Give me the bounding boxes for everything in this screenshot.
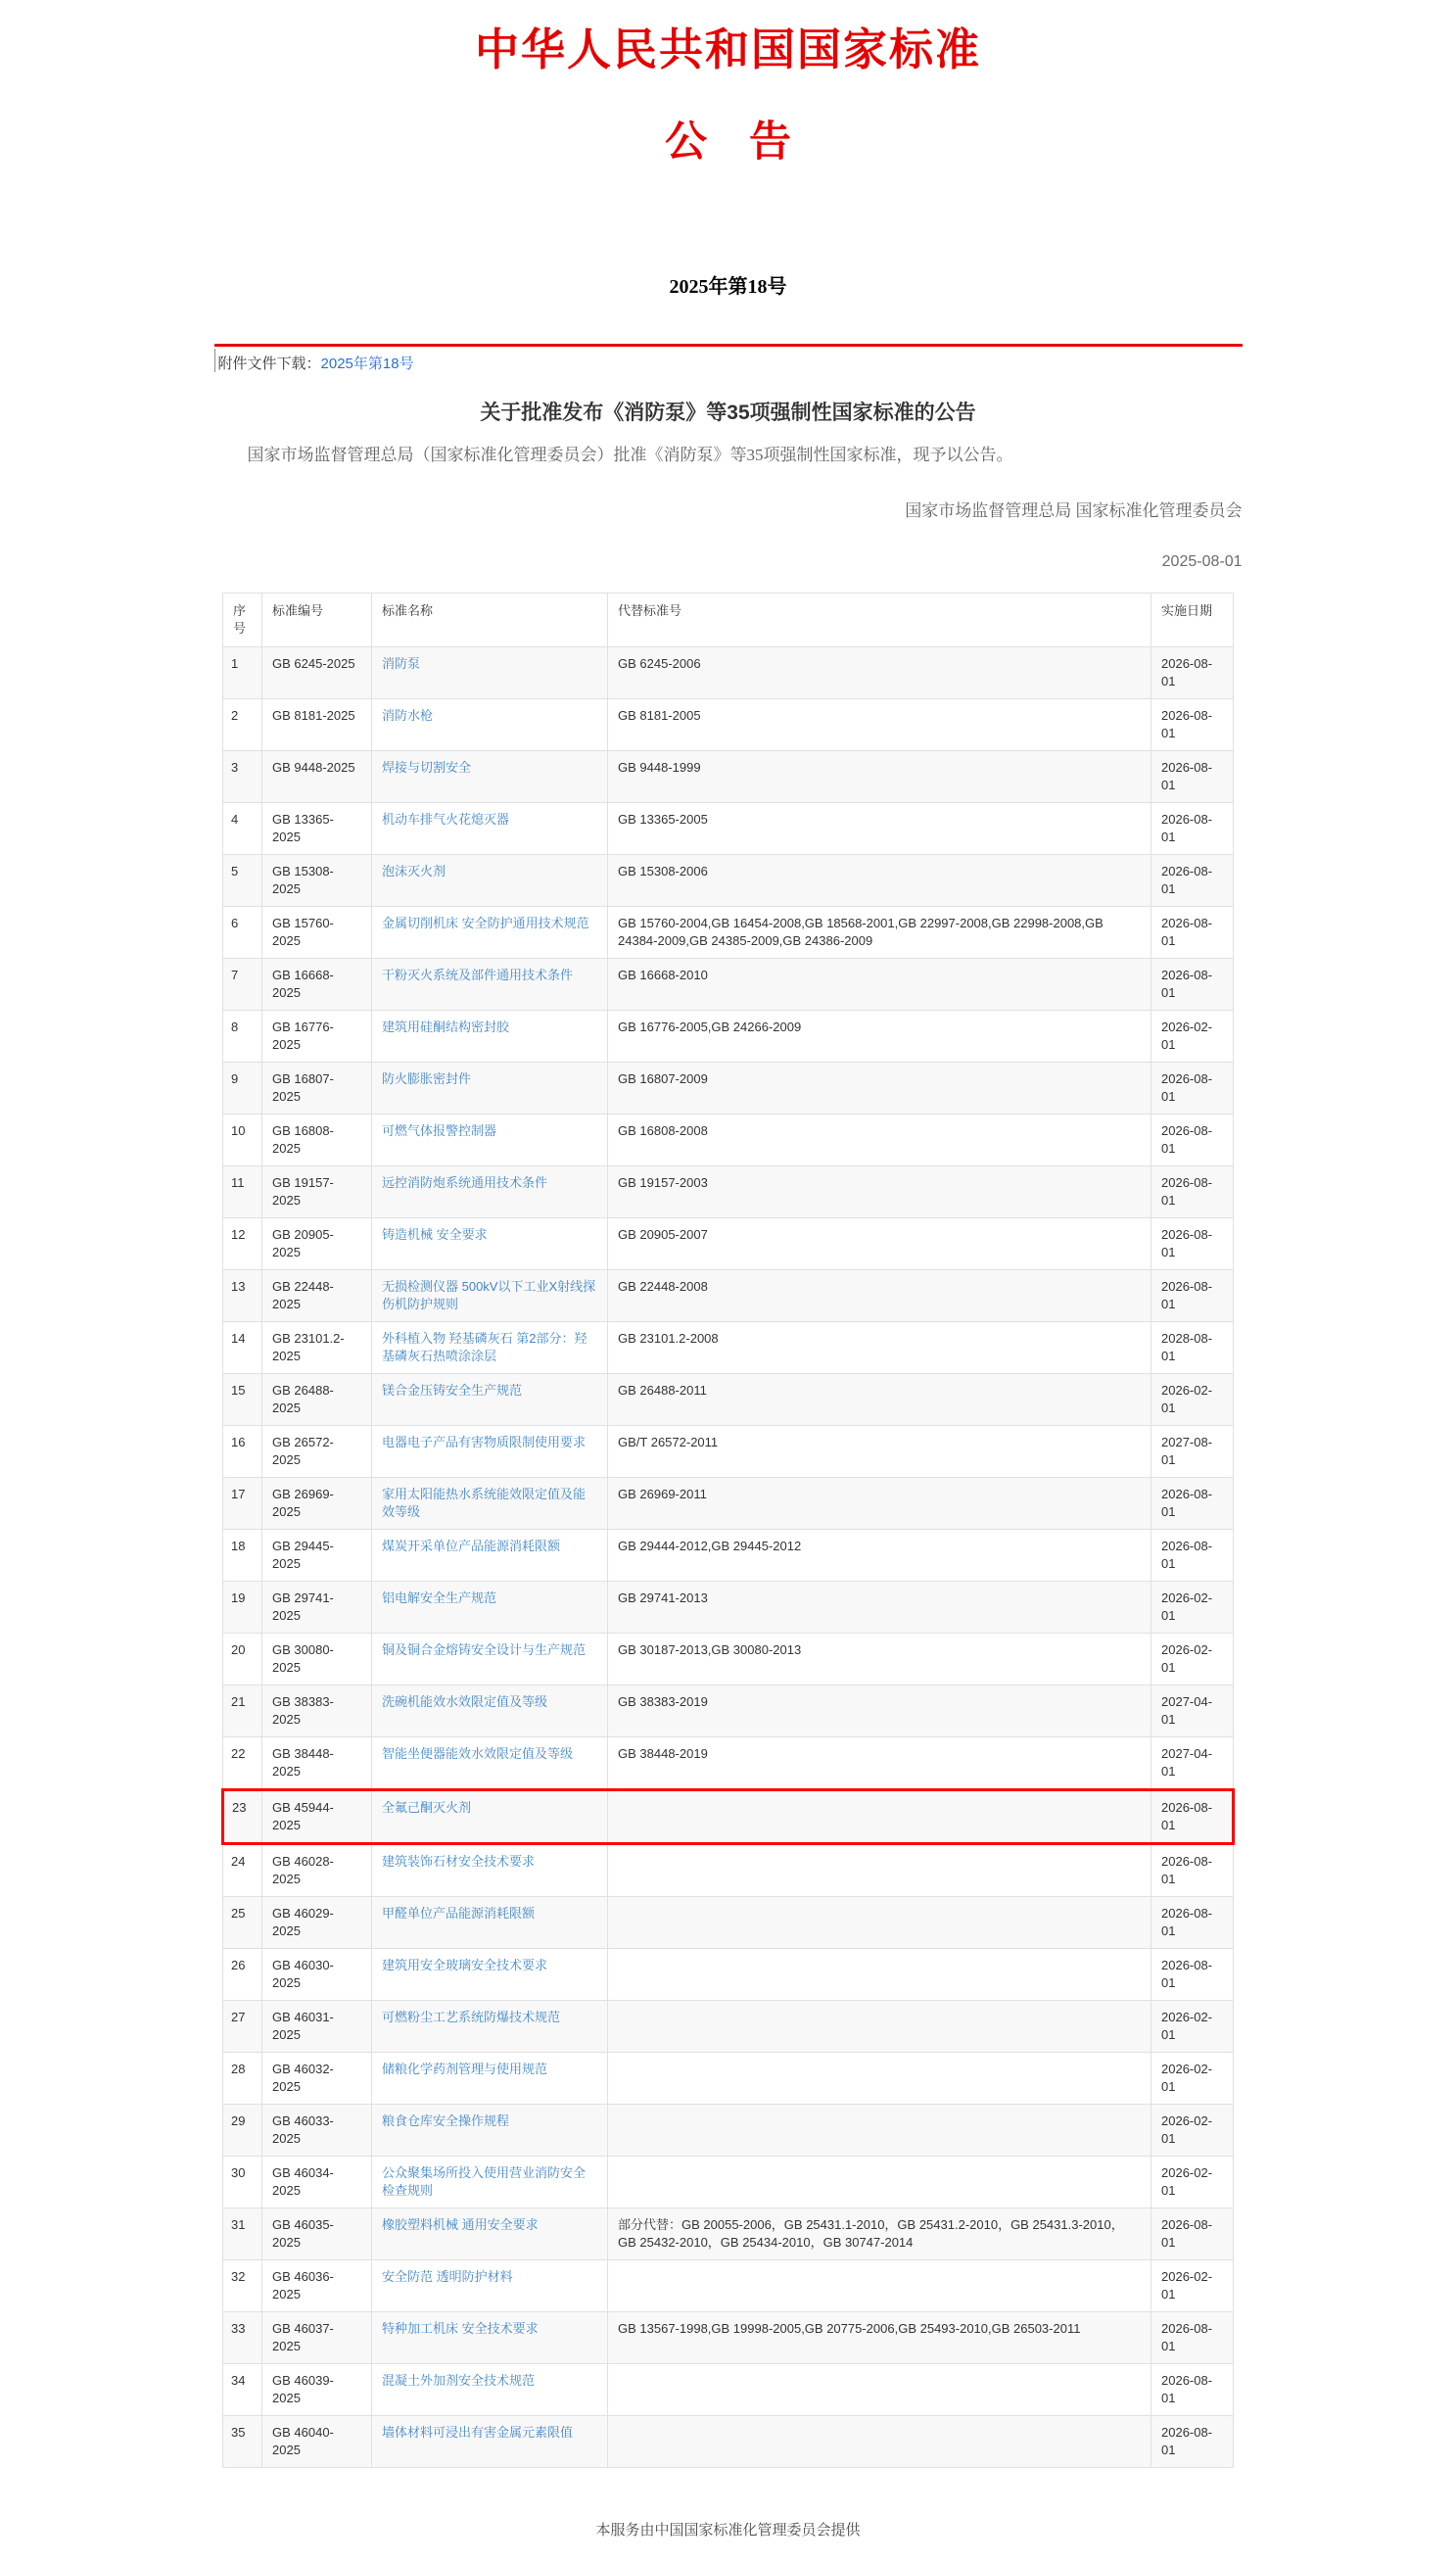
masthead-subtitle: 公 告 xyxy=(665,119,791,166)
cell-code: GB 29741-2025 xyxy=(262,1582,372,1634)
table-row xyxy=(223,1270,1234,1322)
cell-replaces: GB 26488-2011 xyxy=(608,1374,1151,1426)
cell-seq: 13 xyxy=(223,1270,262,1322)
standard-name-link[interactable]: 粮食仓库安全操作规程 xyxy=(382,2113,510,2129)
standard-name-link[interactable]: 镁合金压铸安全生产规范 xyxy=(382,1383,523,1399)
cell-code: GB 45944-2025 xyxy=(262,1790,372,1844)
cell-seq: 25 xyxy=(223,1897,262,1949)
standard-name-link[interactable]: 机动车排气火花熄灭器 xyxy=(382,812,510,828)
cell-name xyxy=(372,1634,608,1685)
cell-replaces xyxy=(608,2157,1151,2208)
cell-replaces xyxy=(608,2416,1151,2468)
cell-seq: 34 xyxy=(223,2364,262,2416)
cell-name xyxy=(372,2001,608,2053)
cell-date: 2026-08-01 xyxy=(1151,1218,1234,1270)
cell-code: GB 13365-2025 xyxy=(262,803,372,855)
cell-date: 2026-08-01 xyxy=(1151,2312,1234,2364)
cell-date: 2026-08-01 xyxy=(1151,855,1234,907)
standard-name-link[interactable]: 远控消防炮系统通用技术条件 xyxy=(382,1175,548,1191)
standard-name-link[interactable]: 无损检测仪器 500kV以下工业X射线探伤机防护规则 xyxy=(382,1279,596,1312)
cell-code: GB 46031-2025 xyxy=(262,2001,372,2053)
cell-code: GB 26969-2025 xyxy=(262,1478,372,1530)
cell-seq: 5 xyxy=(223,855,262,907)
cell-name xyxy=(372,855,608,907)
cell-seq: 30 xyxy=(223,2157,262,2208)
table-row xyxy=(223,1844,1234,1897)
standard-name-link[interactable]: 储粮化学药剂管理与使用规范 xyxy=(382,2062,548,2077)
cell-seq: 18 xyxy=(223,1530,262,1582)
standard-name-link[interactable]: 干粉灭火系统及部件通用技术条件 xyxy=(382,968,574,983)
cell-date: 2027-04-01 xyxy=(1151,1685,1234,1737)
cell-code: GB 20905-2025 xyxy=(262,1218,372,1270)
cell-name xyxy=(372,699,608,751)
standard-name-link[interactable]: 防火膨胀密封件 xyxy=(382,1071,472,1087)
cell-code: GB 46036-2025 xyxy=(262,2260,372,2312)
cell-replaces xyxy=(608,1949,1151,2001)
cell-code: GB 38383-2025 xyxy=(262,1685,372,1737)
standard-name-link[interactable]: 墙体材料可浸出有害金属元素限值 xyxy=(382,2425,574,2441)
cell-code: GB 46035-2025 xyxy=(262,2208,372,2260)
cell-seq: 19 xyxy=(223,1582,262,1634)
cell-date: 2026-08-01 xyxy=(1151,647,1234,699)
footer-provider-note: 本服务由中国国家标准化管理委员会提供 xyxy=(595,2522,861,2539)
cell-name xyxy=(372,1582,608,1634)
cell-replaces: GB 38448-2019 xyxy=(608,1737,1151,1790)
table-header-row xyxy=(223,593,1234,647)
standard-name-link[interactable]: 智能坐便器能效水效限定值及等级 xyxy=(382,1746,574,1762)
table-row xyxy=(223,1063,1234,1115)
standard-name-link[interactable]: 公众聚集场所投入使用营业消防安全检查规则 xyxy=(382,2165,587,2199)
standard-name-link[interactable]: 可燃粉尘工艺系统防爆技术规范 xyxy=(382,2010,561,2025)
cell-seq: 14 xyxy=(223,1322,262,1374)
cell-seq: 10 xyxy=(223,1115,262,1166)
cell-code: GB 46040-2025 xyxy=(262,2416,372,2468)
cell-replaces xyxy=(608,2053,1151,2105)
cell-name xyxy=(372,2260,608,2312)
cell-seq: 8 xyxy=(223,1011,262,1063)
table-row xyxy=(223,699,1234,751)
cell-name xyxy=(372,2312,608,2364)
table-row xyxy=(223,1737,1234,1790)
table-row xyxy=(223,1949,1234,2001)
header-code: 标准编号 xyxy=(262,593,372,647)
table-row xyxy=(223,1478,1234,1530)
cell-name xyxy=(372,1685,608,1737)
cell-seq: 11 xyxy=(223,1166,262,1218)
table-row xyxy=(223,2001,1234,2053)
standard-name-link[interactable]: 电器电子产品有害物质限制使用要求 xyxy=(382,1435,587,1450)
cell-code: GB 46028-2025 xyxy=(262,1844,372,1897)
cell-code: GB 15760-2025 xyxy=(262,907,372,959)
table-row xyxy=(223,1426,1234,1478)
standard-name-link[interactable]: 铜及铜合金熔铸安全设计与生产规范 xyxy=(382,1642,587,1658)
table-row xyxy=(223,1685,1234,1737)
table-row-highlighted xyxy=(223,1790,1234,1844)
cell-code: GB 46037-2025 xyxy=(262,2312,372,2364)
cell-name xyxy=(372,2157,608,2208)
cell-seq: 22 xyxy=(223,1737,262,1790)
cell-replaces: GB 6245-2006 xyxy=(608,647,1151,699)
table-row xyxy=(223,1634,1234,1685)
cell-seq: 7 xyxy=(223,959,262,1011)
cell-code: GB 38448-2025 xyxy=(262,1737,372,1790)
cell-code: GB 22448-2025 xyxy=(262,1270,372,1322)
cell-code: GB 16776-2025 xyxy=(262,1011,372,1063)
table-row xyxy=(223,959,1234,1011)
standard-name-link[interactable]: 泡沫灭火剂 xyxy=(382,864,446,879)
cell-date: 2026-08-01 xyxy=(1151,1270,1234,1322)
attachment-label: 附件文件下载： xyxy=(217,356,321,372)
cell-replaces: GB 30187-2013,GB 30080-2013 xyxy=(608,1634,1151,1685)
cell-date: 2027-08-01 xyxy=(1151,1426,1234,1478)
cell-name xyxy=(372,1897,608,1949)
cell-code: GB 46030-2025 xyxy=(262,1949,372,2001)
table-row xyxy=(223,2053,1234,2105)
cell-replaces: GB 15760-2004,GB 16454-2008,GB 18568-2001,GB 22997-2008,GB 22998-2008,GB 24384-2009,GB 24385-2009,GB 24386-2009 xyxy=(608,907,1151,959)
cell-name xyxy=(372,1374,608,1426)
cell-date: 2026-08-01 xyxy=(1151,1166,1234,1218)
cell-name xyxy=(372,1949,608,2001)
cell-date: 2027-04-01 xyxy=(1151,1737,1234,1790)
table-row xyxy=(223,1011,1234,1063)
header-replaces: 代替标准号 xyxy=(608,593,1151,647)
cell-seq: 20 xyxy=(223,1634,262,1685)
standards-table-body xyxy=(223,647,1234,2468)
cell-name xyxy=(372,1322,608,1374)
cell-replaces xyxy=(608,2001,1151,2053)
cell-date: 2026-02-01 xyxy=(1151,2001,1234,2053)
cell-date: 2026-08-01 xyxy=(1151,2364,1234,2416)
cell-name xyxy=(372,2053,608,2105)
cell-code: GB 16807-2025 xyxy=(262,1063,372,1115)
cell-date: 2026-02-01 xyxy=(1151,1634,1234,1685)
header-name: 标准名称 xyxy=(372,593,608,647)
cell-seq: 12 xyxy=(223,1218,262,1270)
cell-seq: 26 xyxy=(223,1949,262,2001)
announcement-date: 2025-08-01 xyxy=(1161,553,1243,571)
table-row xyxy=(223,907,1234,959)
announcement-body: 国家市场监督管理总局（国家标准化管理委员会）批准《消防泵》等35项强制性国家标准，现予以公告。 xyxy=(247,446,1013,464)
cell-code: GB 8181-2025 xyxy=(262,699,372,751)
cell-name xyxy=(372,1218,608,1270)
attachment-download-row xyxy=(214,347,1243,377)
cell-seq: 33 xyxy=(223,2312,262,2364)
cell-name xyxy=(372,1011,608,1063)
cell-seq: 2 xyxy=(223,699,262,751)
standard-name-link[interactable]: 混凝土外加剂安全技术规范 xyxy=(382,2373,536,2389)
attachment-download-link[interactable]: 2025年第18号 xyxy=(320,356,414,372)
cell-replaces xyxy=(608,2260,1151,2312)
cell-code: GB 6245-2025 xyxy=(262,647,372,699)
cell-seq: 15 xyxy=(223,1374,262,1426)
cell-replaces: GB 16776-2005,GB 24266-2009 xyxy=(608,1011,1151,1063)
table-row xyxy=(223,751,1234,803)
cell-replaces: GB 8181-2005 xyxy=(608,699,1151,751)
table-row xyxy=(223,803,1234,855)
standard-name-link[interactable]: 外科植入物 羟基磷灰石 第2部分：羟基磷灰石热喷涂涂层 xyxy=(382,1331,587,1364)
table-row xyxy=(223,2364,1234,2416)
cell-replaces: GB 9448-1999 xyxy=(608,751,1151,803)
standard-name-link[interactable]: 消防水枪 xyxy=(382,708,434,724)
standard-name-link[interactable]: 建筑装饰石材安全技术要求 xyxy=(382,1854,536,1870)
cell-code: GB 26572-2025 xyxy=(262,1426,372,1478)
standard-name-link[interactable]: 铸造机械 安全要求 xyxy=(382,1227,488,1243)
cell-date: 2026-02-01 xyxy=(1151,2105,1234,2157)
cell-date: 2026-08-01 xyxy=(1151,751,1234,803)
cell-replaces: GB 16808-2008 xyxy=(608,1115,1151,1166)
masthead-title: 中华人民共和国国家标准 xyxy=(474,25,981,74)
cell-code: GB 26488-2025 xyxy=(262,1374,372,1426)
cell-replaces xyxy=(608,2364,1151,2416)
cell-code: GB 9448-2025 xyxy=(262,751,372,803)
cell-code: GB 46039-2025 xyxy=(262,2364,372,2416)
cell-date: 2026-02-01 xyxy=(1151,1582,1234,1634)
standard-name-link[interactable]: 可燃气体报警控制器 xyxy=(382,1123,497,1139)
cell-name xyxy=(372,2416,608,2468)
table-row xyxy=(223,647,1234,699)
header-date: 实施日期 xyxy=(1151,593,1234,647)
cell-seq: 6 xyxy=(223,907,262,959)
table-row xyxy=(223,1530,1234,1582)
cell-seq: 23 xyxy=(223,1790,262,1844)
table-row xyxy=(223,1374,1234,1426)
cell-seq: 31 xyxy=(223,2208,262,2260)
table-row xyxy=(223,1115,1234,1166)
cell-date: 2026-08-01 xyxy=(1151,1115,1234,1166)
cell-replaces xyxy=(608,2105,1151,2157)
cell-code: GB 19157-2025 xyxy=(262,1166,372,1218)
standard-name-link[interactable]: 甲醛单位产品能源消耗限额 xyxy=(382,1906,536,1922)
cell-name xyxy=(372,1790,608,1844)
cell-date: 2026-08-01 xyxy=(1151,907,1234,959)
table-row xyxy=(223,1322,1234,1374)
standard-name-link[interactable]: 铝电解安全生产规范 xyxy=(382,1590,497,1606)
cell-code: GB 46034-2025 xyxy=(262,2157,372,2208)
cell-name xyxy=(372,1737,608,1790)
standard-name-link[interactable]: 金属切削机床 安全防护通用技术规范 xyxy=(382,916,589,931)
cell-date: 2026-08-01 xyxy=(1151,1530,1234,1582)
cell-replaces: GB 29444-2012,GB 29445-2012 xyxy=(608,1530,1151,1582)
cell-date: 2028-08-01 xyxy=(1151,1322,1234,1374)
standard-name-link[interactable]: 焊接与切割安全 xyxy=(382,760,472,776)
cell-seq: 4 xyxy=(223,803,262,855)
table-row xyxy=(223,1582,1234,1634)
table-row xyxy=(223,1897,1234,1949)
cell-name xyxy=(372,1063,608,1115)
cell-date: 2026-08-01 xyxy=(1151,2208,1234,2260)
cell-name xyxy=(372,2208,608,2260)
table-row xyxy=(223,2416,1234,2468)
cell-code: GB 46033-2025 xyxy=(262,2105,372,2157)
cell-code: GB 23101.2-2025 xyxy=(262,1322,372,1374)
cell-replaces: GB 16668-2010 xyxy=(608,959,1151,1011)
cell-date: 2026-02-01 xyxy=(1151,2157,1234,2208)
cell-seq: 17 xyxy=(223,1478,262,1530)
cell-replaces: GB 15308-2006 xyxy=(608,855,1151,907)
cell-date: 2026-08-01 xyxy=(1151,803,1234,855)
table-row xyxy=(223,1218,1234,1270)
issue-number: 2025年第18号 xyxy=(669,276,787,298)
cell-date: 2026-08-01 xyxy=(1151,699,1234,751)
cell-seq: 35 xyxy=(223,2416,262,2468)
cell-date: 2026-08-01 xyxy=(1151,1478,1234,1530)
standard-name-link[interactable]: 安全防范 透明防护材料 xyxy=(382,2269,513,2285)
cell-name xyxy=(372,1115,608,1166)
table-row xyxy=(223,855,1234,907)
cell-name xyxy=(372,1166,608,1218)
cell-code: GB 16808-2025 xyxy=(262,1115,372,1166)
cell-date: 2026-08-01 xyxy=(1151,1063,1234,1115)
cell-replaces: GB 13365-2005 xyxy=(608,803,1151,855)
cell-name xyxy=(372,1426,608,1478)
cell-replaces: GB 26969-2011 xyxy=(608,1478,1151,1530)
header-seq: 序号 xyxy=(223,593,262,647)
cell-date: 2026-02-01 xyxy=(1151,1011,1234,1063)
cell-replaces: GB 19157-2003 xyxy=(608,1166,1151,1218)
standard-name-link[interactable]: 煤炭开采单位产品能源消耗限额 xyxy=(382,1539,561,1554)
cell-replaces xyxy=(608,1897,1151,1949)
cell-replaces: GB 22448-2008 xyxy=(608,1270,1151,1322)
standard-name-link[interactable]: 家用太阳能热水系统能效限定值及能效等级 xyxy=(382,1487,587,1520)
table-row xyxy=(223,2312,1234,2364)
cell-name xyxy=(372,2105,608,2157)
cell-replaces: GB 20905-2007 xyxy=(608,1218,1151,1270)
cell-code: GB 46032-2025 xyxy=(262,2053,372,2105)
cell-date: 2026-08-01 xyxy=(1151,1897,1234,1949)
cell-replaces: 部分代替：GB 20055-2006，GB 25431.1-2010，GB 25431.2-2010，GB 25431.3-2010，GB 25432-2010，GB 25434-2010，GB 30747-2014 xyxy=(608,2208,1151,2260)
cell-replaces: GB 16807-2009 xyxy=(608,1063,1151,1115)
content-column xyxy=(214,344,1243,2563)
cell-name xyxy=(372,907,608,959)
standard-name-link[interactable]: 消防泵 xyxy=(382,656,421,672)
cell-name xyxy=(372,1530,608,1582)
standard-name-link[interactable]: 橡胶塑料机械 通用安全要求 xyxy=(382,2217,539,2233)
cell-name xyxy=(372,1478,608,1530)
standard-name-link[interactable]: 特种加工机床 安全技术要求 xyxy=(382,2321,539,2337)
cell-replaces xyxy=(608,1790,1151,1844)
cell-date: 2026-08-01 xyxy=(1151,1844,1234,1897)
table-row xyxy=(223,2157,1234,2208)
cell-seq: 27 xyxy=(223,2001,262,2053)
cell-replaces: GB 13567-1998,GB 19998-2005,GB 20775-2006,GB 25493-2010,GB 26503-2011 xyxy=(608,2312,1151,2364)
cell-name xyxy=(372,1844,608,1897)
cell-name xyxy=(372,1270,608,1322)
cell-code: GB 30080-2025 xyxy=(262,1634,372,1685)
cell-date: 2026-08-01 xyxy=(1151,1790,1234,1844)
cell-replaces: GB 23101.2-2008 xyxy=(608,1322,1151,1374)
cell-name xyxy=(372,2364,608,2416)
table-row xyxy=(223,2105,1234,2157)
cell-name xyxy=(372,647,608,699)
standard-name-link[interactable]: 洗碗机能效水效限定值及等级 xyxy=(382,1694,548,1710)
cell-date: 2026-02-01 xyxy=(1151,2053,1234,2105)
cell-code: GB 15308-2025 xyxy=(262,855,372,907)
cell-replaces xyxy=(608,1844,1151,1897)
table-row xyxy=(223,2260,1234,2312)
standard-name-link[interactable]: 建筑用硅酮结构密封胶 xyxy=(382,1020,510,1035)
standard-name-link[interactable]: 建筑用安全玻璃安全技术要求 xyxy=(382,1958,548,1973)
standards-table xyxy=(221,593,1235,2468)
table-row xyxy=(223,2208,1234,2260)
table-row xyxy=(223,1166,1234,1218)
cell-name xyxy=(372,751,608,803)
cell-code: GB 29445-2025 xyxy=(262,1530,372,1582)
cell-date: 2026-08-01 xyxy=(1151,959,1234,1011)
announcement-title: 关于批准发布《消防泵》等35项强制性国家标准的公告 xyxy=(480,402,976,424)
cell-name xyxy=(372,803,608,855)
cell-seq: 3 xyxy=(223,751,262,803)
cell-date: 2026-08-01 xyxy=(1151,2416,1234,2468)
cell-seq: 16 xyxy=(223,1426,262,1478)
cell-seq: 1 xyxy=(223,647,262,699)
cell-seq: 28 xyxy=(223,2053,262,2105)
cell-replaces: GB/T 26572-2011 xyxy=(608,1426,1151,1478)
cell-date: 2026-08-01 xyxy=(1151,1949,1234,2001)
standard-name-link[interactable]: 全氟己酮灭火剂 xyxy=(382,1800,472,1816)
cell-replaces: GB 38383-2019 xyxy=(608,1685,1151,1737)
cell-name xyxy=(372,959,608,1011)
cell-replaces: GB 29741-2013 xyxy=(608,1582,1151,1634)
cell-seq: 29 xyxy=(223,2105,262,2157)
cell-seq: 9 xyxy=(223,1063,262,1115)
cell-date: 2026-02-01 xyxy=(1151,2260,1234,2312)
announcement-signature: 国家市场监督管理总局 国家标准化管理委员会 xyxy=(905,501,1243,521)
cell-code: GB 46029-2025 xyxy=(262,1897,372,1949)
cell-seq: 24 xyxy=(223,1844,262,1897)
cell-seq: 32 xyxy=(223,2260,262,2312)
cell-seq: 21 xyxy=(223,1685,262,1737)
cell-code: GB 16668-2025 xyxy=(262,959,372,1011)
cell-date: 2026-02-01 xyxy=(1151,1374,1234,1426)
